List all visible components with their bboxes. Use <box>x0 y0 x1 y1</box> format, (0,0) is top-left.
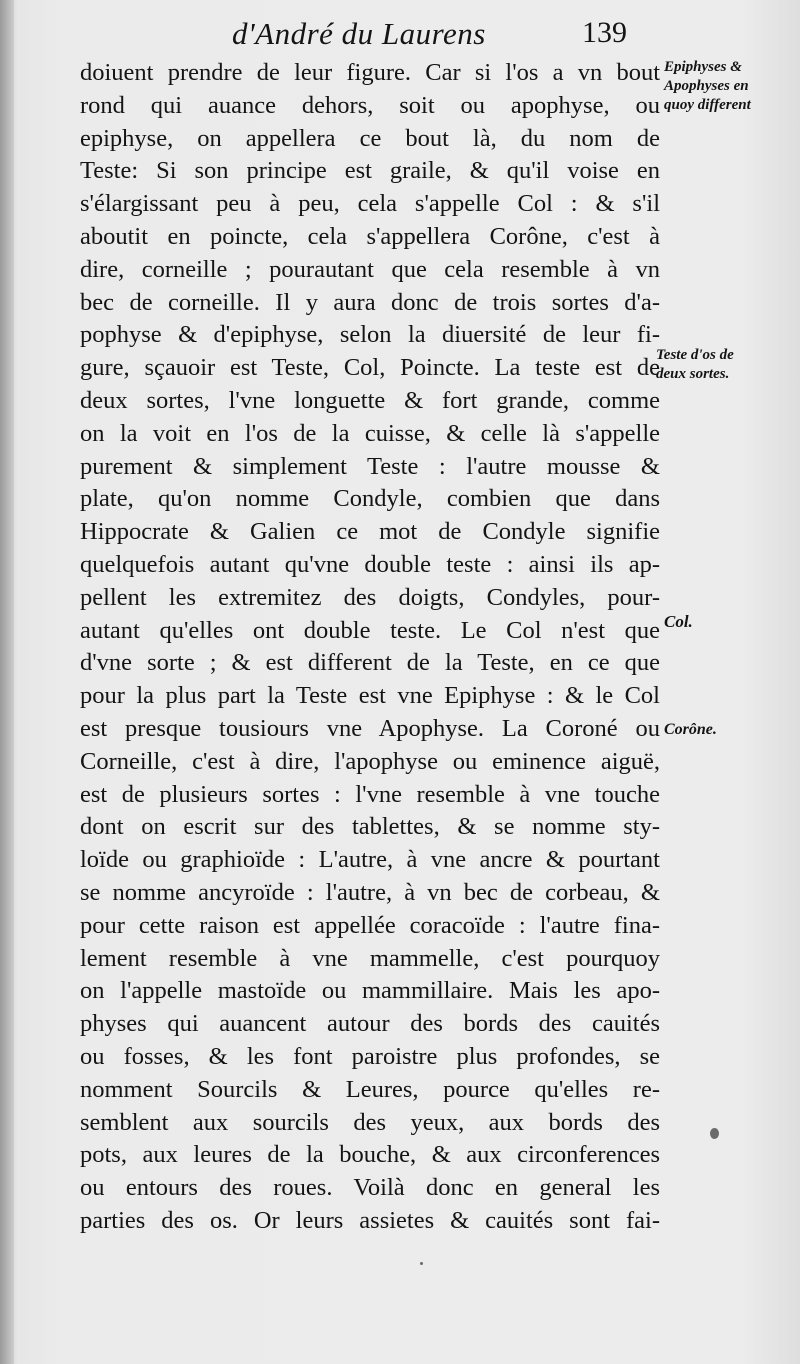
text-line: gure, sçauoir est Teste, Col, Poincte. La teste est de <box>80 354 660 382</box>
text-line: lement resemble à vne mammelle, c'est pourquoy <box>80 944 660 972</box>
text-line: se nomme ancyroïde : l'autre, à vn bec de corbeau, & <box>80 878 660 906</box>
text-line: epiphyse, on appellera ce bout là, du nom de <box>80 124 660 152</box>
ink-speck <box>420 1262 423 1265</box>
text-line: autant qu'elles ont double teste. Le Col n'est que <box>80 616 660 644</box>
text-line: Corneille, c'est à dire, l'apophyse ou eminence aiguë, <box>80 747 660 775</box>
text-line: est de plusieurs sortes : l'vne resemble à vne touche <box>80 780 660 808</box>
text-line: quelquefois autant qu'vne double teste : ainsi ils ap- <box>80 550 660 578</box>
text-line: pour cette raison est appellée coracoïde : l'autre fina- <box>80 911 660 939</box>
text-line: s'élargissant peu à peu, cela s'appelle Col : & s'il <box>80 190 660 218</box>
page-gutter-shadow <box>0 0 14 1364</box>
page-header <box>0 14 800 54</box>
text-line: loïde ou graphioïde : L'autre, à vne ancre & pourtant <box>80 846 660 874</box>
text-line: ou fosses, & les font paroistre plus profondes, se <box>80 1042 660 1070</box>
text-line: pophyse & d'epiphyse, selon la diuersité de leur fi- <box>80 321 660 349</box>
margin-note-col: Col. <box>664 612 693 631</box>
text-line: Teste: Si son principe est graile, & qu'il voise en <box>80 157 660 185</box>
text-line: purement & simplement Teste : l'autre mousse & <box>80 452 660 480</box>
body-text <box>80 57 660 1238</box>
text-line: on la voit en l'os de la cuisse, & celle là s'appelle <box>80 419 660 447</box>
running-head: d'André du Laurens <box>232 16 486 51</box>
margin-note-epiphyses: Epiphyses & Apophyses en quoy different <box>664 59 751 113</box>
text-line: semblent aux sourcils des yeux, aux bords des <box>80 1108 660 1136</box>
text-line: parties des os. Or leurs assietes & cauités sont fai- <box>80 1206 660 1234</box>
text-line: dont on escrit sur des tablettes, & se nomme sty- <box>80 813 660 841</box>
text-line: on l'appelle mastoïde ou mammillaire. Mais les apo- <box>80 977 660 1005</box>
text-line: pour la plus part la Teste est vne Epiphyse : & le Col <box>80 682 660 710</box>
text-line: physes qui auancent autour des bords des cauités <box>80 1010 660 1038</box>
text-line: est presque tousiours vne Apophyse. La Coroné ou <box>80 714 660 742</box>
text-line: deux sortes, l'vne longuette & fort grande, comme <box>80 386 660 414</box>
text-line: d'vne sorte ; & est different de la Teste, en ce que <box>80 649 660 677</box>
text-line: plate, qu'on nomme Condyle, combien que dans <box>80 485 660 513</box>
text-line: aboutit en poincte, cela s'appellera Corône, c'est à <box>80 222 660 250</box>
page-number: 139 <box>582 16 627 49</box>
text-line: nomment Sourcils & Leures, pource qu'elles re- <box>80 1075 660 1103</box>
ink-speck <box>710 1128 719 1139</box>
text-line: Hippocrate & Galien ce mot de Condyle signifie <box>80 518 660 546</box>
text-line: pots, aux leures de la bouche, & aux circonferences <box>80 1141 660 1169</box>
text-line: pellent les extremitez des doigts, Condyles, pour- <box>80 583 660 611</box>
text-line: doiuent prendre de leur figure. Car si l'os a vn bout <box>80 59 660 86</box>
margin-note-teste: Teste d'os de deux sortes. <box>656 347 734 382</box>
text-line: bec de corneille. Il y aura donc de trois sortes d'a- <box>80 288 660 316</box>
text-line: ou entours des roues. Voilà donc en general les <box>80 1174 660 1202</box>
margin-note-corone: Corône. <box>664 721 717 738</box>
text-line: rond qui auance dehors, soit ou apophyse, ou <box>80 91 660 119</box>
text-line: dire, corneille ; pourautant que cela resemble à vn <box>80 255 660 283</box>
